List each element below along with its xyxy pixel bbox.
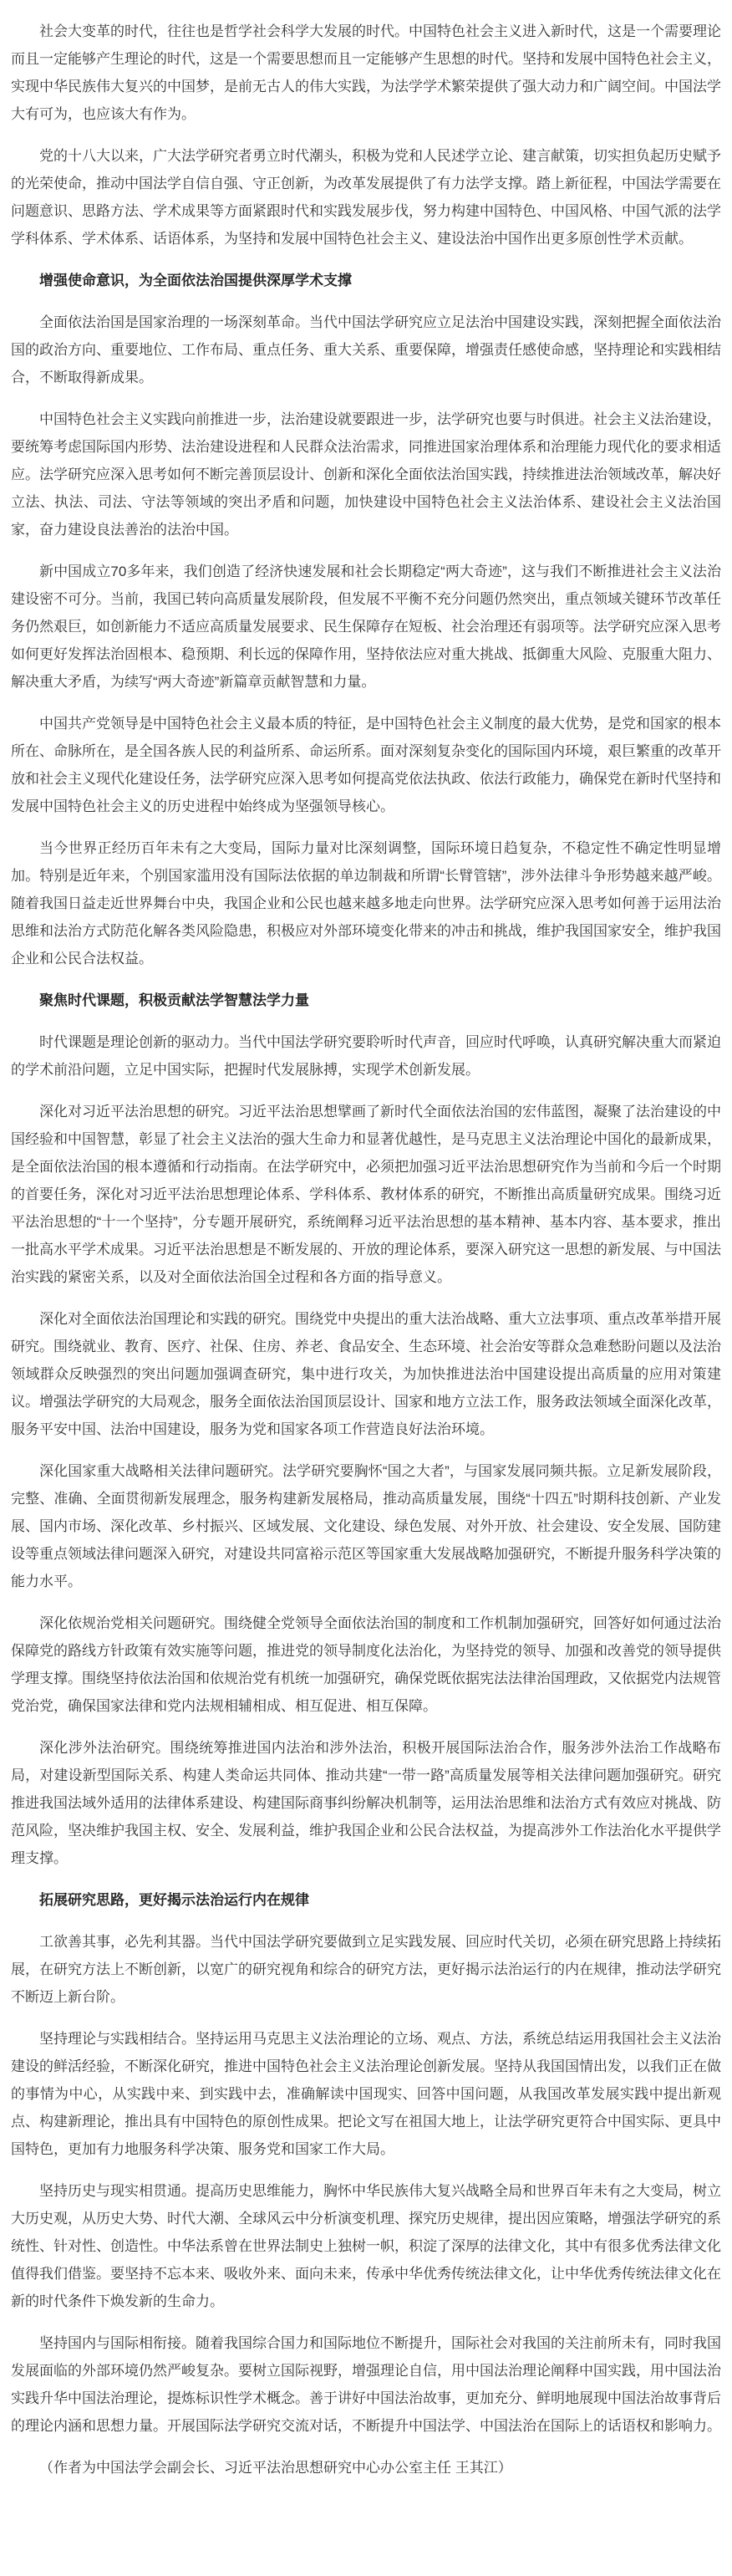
section-heading: 增强使命意识，为全面依法治国提供深厚学术支撑 [39, 273, 352, 288]
article-paragraph: 社会大变革的时代，往往也是哲学社会科学大发展的时代。中国特色社会主义进入新时代，这是一个需要理论而且一定能够产生理论的时代，这是一个需要思想而且一定能够产生思想的时代。坚持和发展中国特色社会主义，实现中华民族伟大复兴的中国梦，是前无古人的伟大实践，为法学学术繁荣提供了强大动力和广阔空间。中国法学大有可为，也应该大有作为。 [11, 23, 721, 122]
article-paragraph: 当今世界正经历百年未有之大变局，国际力量对比深刻调整，国际环境日趋复杂，不稳定性不确定性明显增加。特别是近年来，个别国家滥用没有国际法依据的单边制裁和所谓“长臂管辖”，涉外法律斗争形势越来越严峻。随着我国日益走近世界舞台中央，我国企业和公民也越来越多地走向世界。法学研究应深入思考如何善于运用法治思维和法治方式防范化解各类风险隐患，积极应对外部环境变化带来的冲击和挑战，维护我国国家安全，维护我国企业和公民合法权益。 [11, 840, 721, 967]
article-paragraph: 深化对全面依法治国理论和实践的研究。围绕党中央提出的重大法治战略、重大立法事项、重点改革举措开展研究。围绕就业、教育、医疗、社保、住房、养老、食品安全、生态环境、社会治安等群众急难愁盼问题以及法治领域群众反映强烈的突出问题加强调查研究，集中进行攻关，为加快推进法治中国建设提出高质量的应用对策建议。增强法学研究的大局观念，服务全面依法治国顶层设计、国家和地方立法工作，服务政法领域全面深化改革，服务平安中国、法治中国建设，服务为党和国家各项工作营造良好法治环境。 [11, 1311, 721, 1437]
article-paragraph: 新中国成立70多年来，我们创造了经济快速发展和社会长期稳定“两大奇迹”，这与我们不断推进社会主义法治建设密不可分。当前，我国已转向高质量发展阶段，但发展不平衡不充分问题仍然突出，重点领域关键环节改革任务仍然艰巨，如创新能力不适应高质量发展要求、民生保障存在短板、社会治理还有弱项等。法学研究应深入思考如何更好发挥法治固根本、稳预期、利长远的保障作用，坚持依法应对重大挑战、抵御重大风险、克服重大阻力、解决重大矛盾，为续写“两大奇迹”新篇章贡献智慧和力量。 [11, 564, 721, 690]
article-paragraph: 时代课题是理论创新的驱动力。当代中国法学研究要聆听时代声音，回应时代呼唤，认真研究解决重大而紧迫的学术前沿问题，立足中国实际，把握时代发展脉搏，实现学术创新发展。 [11, 1034, 721, 1078]
section-heading: 拓展研究思路，更好揭示法治运行内在规律 [39, 1892, 309, 1908]
article-paragraph: 全面依法治国是国家治理的一场深刻革命。当代中国法学研究应立足法治中国建设实践，深刻把握全面依法治国的政治方向、重要地位、工作布局、重点任务、重大关系、重要保障，增强责任感使命感，坚持理论和实践相结合，不断取得新成果。 [11, 314, 721, 385]
article-paragraph: 坚持理论与实践相结合。坚持运用马克思主义法治理论的立场、观点、方法，系统总结运用我国社会主义法治建设的鲜活经验，不断深化研究，推进中国特色社会主义法治理论创新发展。坚持从我国国情出发，以我们正在做的事情为中心，从实践中来、到实践中去，准确解读中国现实、回答中国问题，从我国改革发展实践中提出新观点、构建新理论，推出具有中国特色的原创性成果。把论文写在祖国大地上，让法学研究更符合中国实际、更具中国特色，更加有力地服务科学决策、服务党和国家工作大局。 [11, 2031, 721, 2157]
article-paragraph: 党的十八大以来，广大法学研究者勇立时代潮头，积极为党和人民述学立论、建言献策，切实担负起历史赋予的光荣使命，推动中国法学自信自强、守正创新，为改革发展提供了有力法学支撑。踏上新征程，中国法学需要在问题意识、思路方法、学术成果等方面紧跟时代和实践发展步伐，努力构建中国特色、中国风格、中国气派的法学学科体系、学术体系、话语体系，为坚持和发展中国特色社会主义、建设法治中国作出更多原创性学术贡献。 [11, 148, 721, 247]
article-paragraph: 深化对习近平法治思想的研究。习近平法治思想擘画了新时代全面依法治国的宏伟蓝图，凝聚了法治建设的中国经验和中国智慧，彰显了社会主义法治的强大生命力和显著优越性，是马克思主义法治理论中国化的最新成果，是全面依法治国的根本遵循和行动指南。在法学研究中，必须把加强习近平法治思想研究作为当前和今后一个时期的首要任务，深化对习近平法治思想理论体系、学科体系、教材体系的研究，不断推出高质量研究成果。围绕习近平法治思想的“十一个坚持”，分专题开展研究，系统阐释习近平法治思想的基本精神、基本内容、基本要求，推出一批高水平学术成果。习近平法治思想是不断发展的、开放的理论体系，要深入研究这一思想的新发展、与中国法治实践的紧密关系，以及对全面依法治国全过程和各方面的指导意义。 [11, 1104, 721, 1285]
article-paragraph: 中国共产党领导是中国特色社会主义最本质的特征，是中国特色社会主义制度的最大优势，是党和国家的根本所在、命脉所在，是全国各族人民的利益所系、命运所系。面对深刻复杂变化的国际国内环境，艰巨繁重的改革开放和社会主义现代化建设任务，法学研究应深入思考如何提高党依法执政、依法行政能力，确保党在新时代坚持和发展中国特色社会主义的历史进程中始终成为坚强领导核心。 [11, 716, 721, 814]
article-paragraph: 深化涉外法治研究。围绕统筹推进国内法治和涉外法治，积极开展国际法治合作，服务涉外法治工作战略布局，对建设新型国际关系、构建人类命运共同体、推动共建“一带一路”高质量发展等相关法律问题加强研究。研究推进我国法域外适用的法律体系建设、构建国际商事纠纷解决机制等，运用法治思维和法治方式有效应对挑战、防范风险，坚决维护我国主权、安全、发展利益，维护我国企业和公民合法权益，为提高涉外工作法治化水平提供学理支撑。 [11, 1740, 721, 1866]
author-line: （作者为中国法学会副会长、习近平法治思想研究中心办公室主任 王其江） [39, 2460, 512, 2476]
section-heading: 聚焦时代课题，积极贡献法学智慧法学力量 [39, 992, 309, 1008]
article-paragraph: 中国特色社会主义实践向前推进一步，法治建设就要跟进一步，法学研究也要与时俱进。社会主义法治建设，要统筹考虑国际国内形势、法治建设进程和人民群众法治需求，同推进国家治理体系和治理能力现代化的要求相适应。法学研究应深入思考如何不断完善顶层设计、创新和深化全面依法治国实践，持续推进法治领域改革，解决好立法、执法、司法、守法等领域的突出矛盾和问题，加快建设中国特色社会主义法治体系、建设社会主义法治国家，奋力建设良法善治的法治中国。 [11, 411, 721, 538]
article-paragraph: 坚持国内与国际相衔接。随着我国综合国力和国际地位不断提升，国际社会对我国的关注前所未有，同时我国发展面临的外部环境仍然严峻复杂。要树立国际视野，增强理论自信，用中国法治理论阐释中国实践，用中国法治实践升华中国法治理论，提炼标识性学术概念。善于讲好中国法治故事，更加充分、鲜明地展现中国法治故事背后的理论内涵和思想力量。开展国际法学研究交流对话，不断提升中国法学、中国法治在国际上的话语权和影响力。 [11, 2335, 721, 2434]
article-paragraph: 工欲善其事，必先利其器。当代中国法学研究要做到立足实践发展、回应时代关切，必须在研究思路上持续拓展，在研究方法上不断创新，以宽广的研究视角和综合的研究方法，更好揭示法治运行的内在规律，推动法学研究不断迈上新台阶。 [11, 1934, 721, 2005]
article-paragraph: 深化国家重大战略相关法律问题研究。法学研究要胸怀“国之大者”，与国家发展同频共振。立足新发展阶段，完整、准确、全面贯彻新发展理念，服务构建新发展格局，推动高质量发展，围绕“十四五”时期科技创新、产业发展、国内市场、深化改革、乡村振兴、区域发展、文化建设、绿色发展、对外开放、社会建设、安全发展、国防建设等重点领域法律问题深入研究，对建设共同富裕示范区等国家重大发展战略加强研究，不断提升服务科学决策的能力水平。 [11, 1463, 721, 1589]
article-paragraph: 坚持历史与现实相贯通。提高历史思维能力，胸怀中华民族伟大复兴战略全局和世界百年未有之大变局，树立大历史观，从历史大势、时代大潮、全球风云中分析演变机理、探究历史规律，提出因应策略，增强法学研究的系统性、针对性、创造性。中华法系曾在世界法制史上独树一帜，积淀了深厚的法律文化，其中有很多优秀法律文化值得我们借鉴。要坚持不忘本来、吸收外来、面向未来，传承中华优秀传统法律文化，让中华优秀传统法律文化在新的时代条件下焕发新的生命力。 [11, 2183, 721, 2309]
article-paragraph: 深化依规治党相关问题研究。围绕健全党领导全面依法治国的制度和工作机制加强研究，回答好如何通过法治保障党的路线方针政策有效实施等问题，推进党的领导制度化法治化，为坚持党的领导、加强和改善党的领导提供学理支撑。围绕坚持依法治国和依规治党有机统一加强研究，确保党既依据宪法法律治国理政，又依据党内法规管党治党，确保国家法律和党内法规相辅相成、相互促进、相互保障。 [11, 1615, 721, 1714]
